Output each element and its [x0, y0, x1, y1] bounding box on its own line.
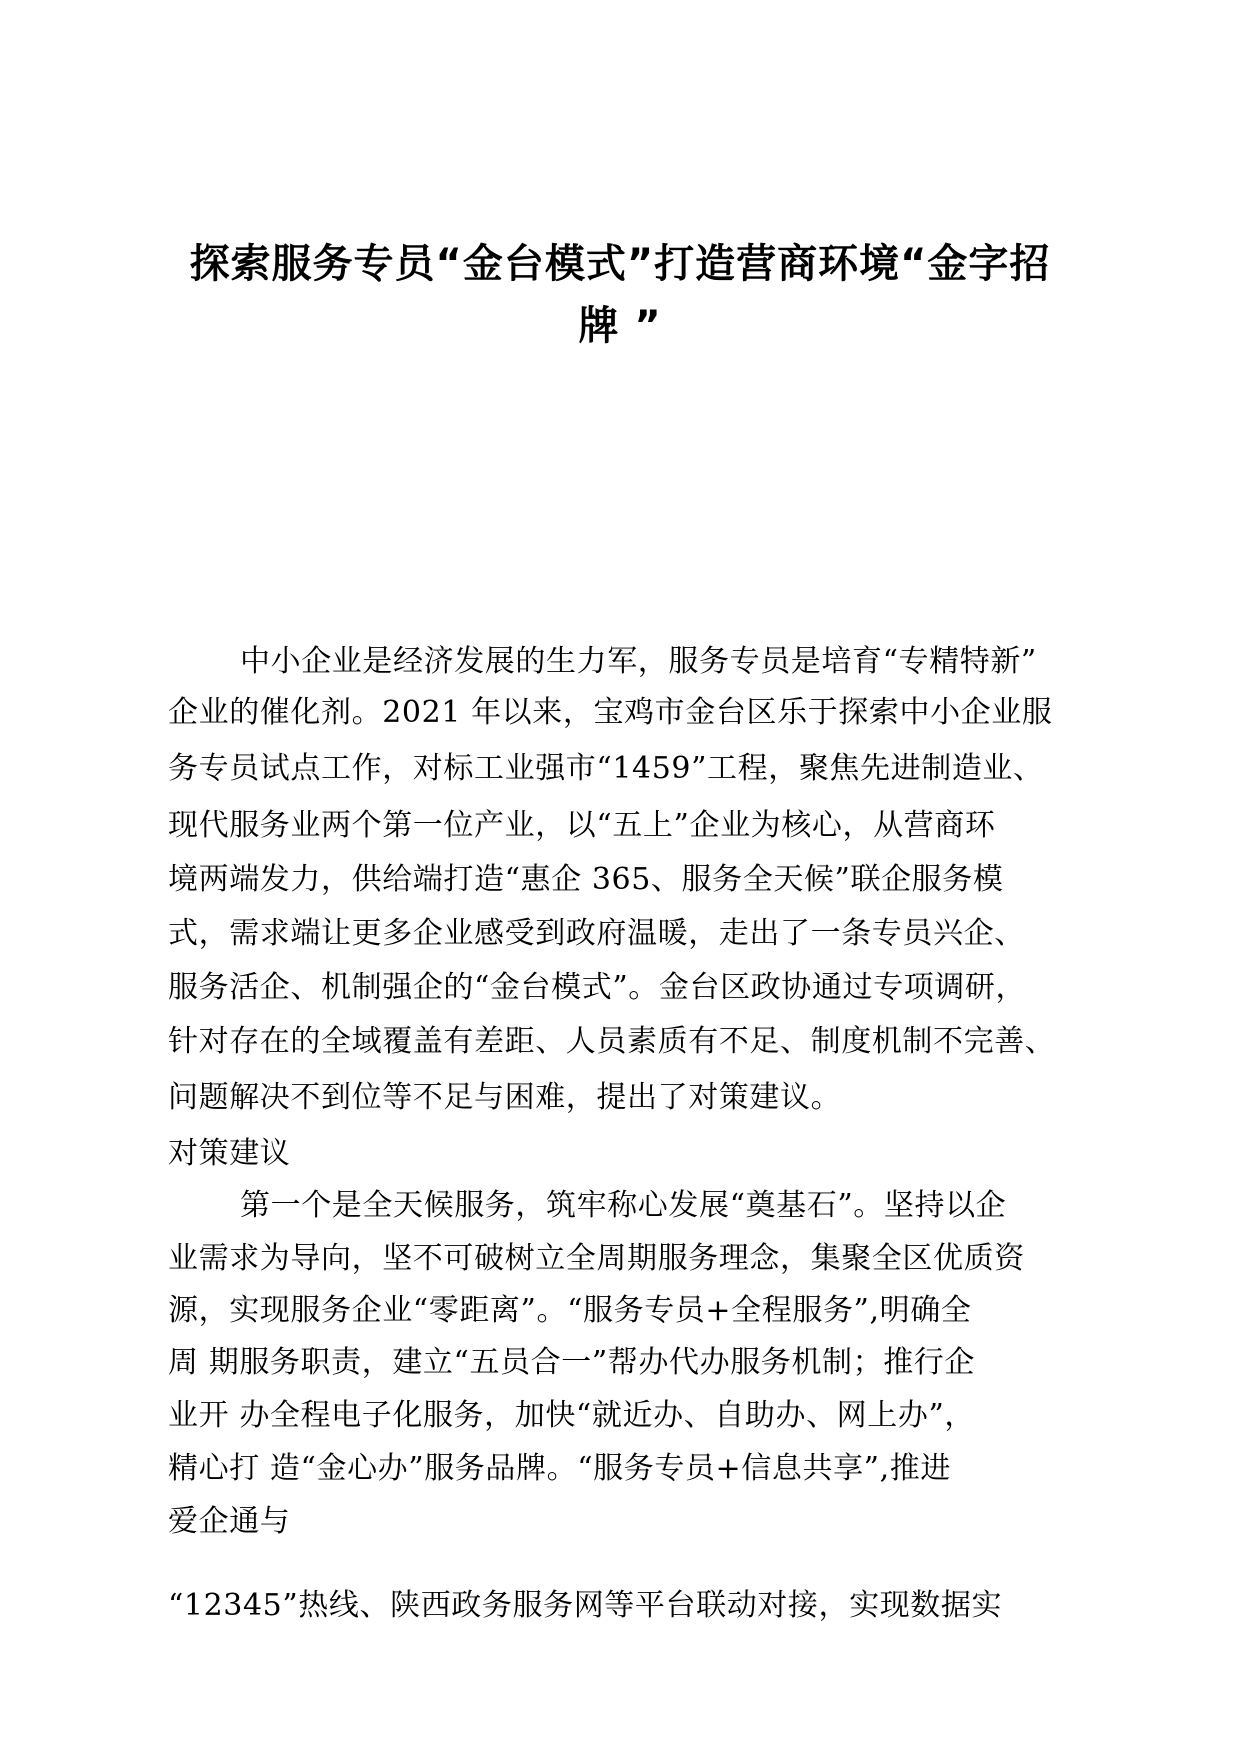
body-line-10: 对策建议	[168, 1136, 291, 1171]
body-line-14: 周 期服务职责，建立“五员合一”帮办代办服务机制；推行企	[168, 1345, 976, 1380]
document-title-line-1: 探索服务专员“金台模式”打造营商环境“金字招	[189, 241, 1051, 287]
body-line-5: 境两端发力，供给端打造“惠企 365、服务全天候”联企服务模	[168, 862, 1004, 897]
body-line-1: 中小企业是经济发展的生力军，服务专员是培育“专精特新”	[240, 644, 1037, 679]
body-line-9: 问题解决不到位等不足与困难，提出了对策建议。	[168, 1080, 842, 1115]
body-line-11: 第一个是全天候服务，筑牢称心发展“奠基石”。坚持以企	[240, 1188, 1007, 1223]
body-line-6: 式，需求端让更多企业感受到政府温暖，走出了一条专员兴企、	[168, 916, 1025, 951]
body-line-4: 现代服务业两个第一位产业，以“五上”企业为核心，从营商环	[168, 808, 996, 843]
body-line-3: 务专员试点工作，对标工业强市“1459”工程，聚焦先进制造业、	[168, 751, 1044, 786]
body-line-16: 精心打 造“金心办”服务品牌。“服务专员+信息共享”,推进	[168, 1451, 951, 1486]
body-line-8: 针对存在的全域覆盖有差距、人员素质有不足、制度机制不完善、	[168, 1024, 1056, 1059]
body-line-18: “12345”热线、陕西政务服务网等平台联动对接，实现数据实	[168, 1588, 1003, 1623]
body-line-13: 源，实现服务企业“零距离”。“服务专员+全程服务”,明确全	[168, 1293, 972, 1328]
body-line-7: 服务活企、机制强企的“金台模式”。金台区政协通过专项调研，	[168, 970, 1027, 1005]
body-line-2: 企业的催化剂。2021 年以来，宝鸡市金台区乐于探索中小企业服	[168, 695, 1053, 730]
body-line-17: 爱企通与	[168, 1504, 291, 1539]
body-line-12: 业需求为导向，坚不可破树立全周期服务理念，集聚全区优质资	[168, 1241, 1025, 1276]
document-title-line-2: 牌 ”	[578, 303, 662, 349]
body-line-15: 业开 办全程电子化服务，加快“就近办、自助办、网上办”，	[168, 1398, 976, 1433]
